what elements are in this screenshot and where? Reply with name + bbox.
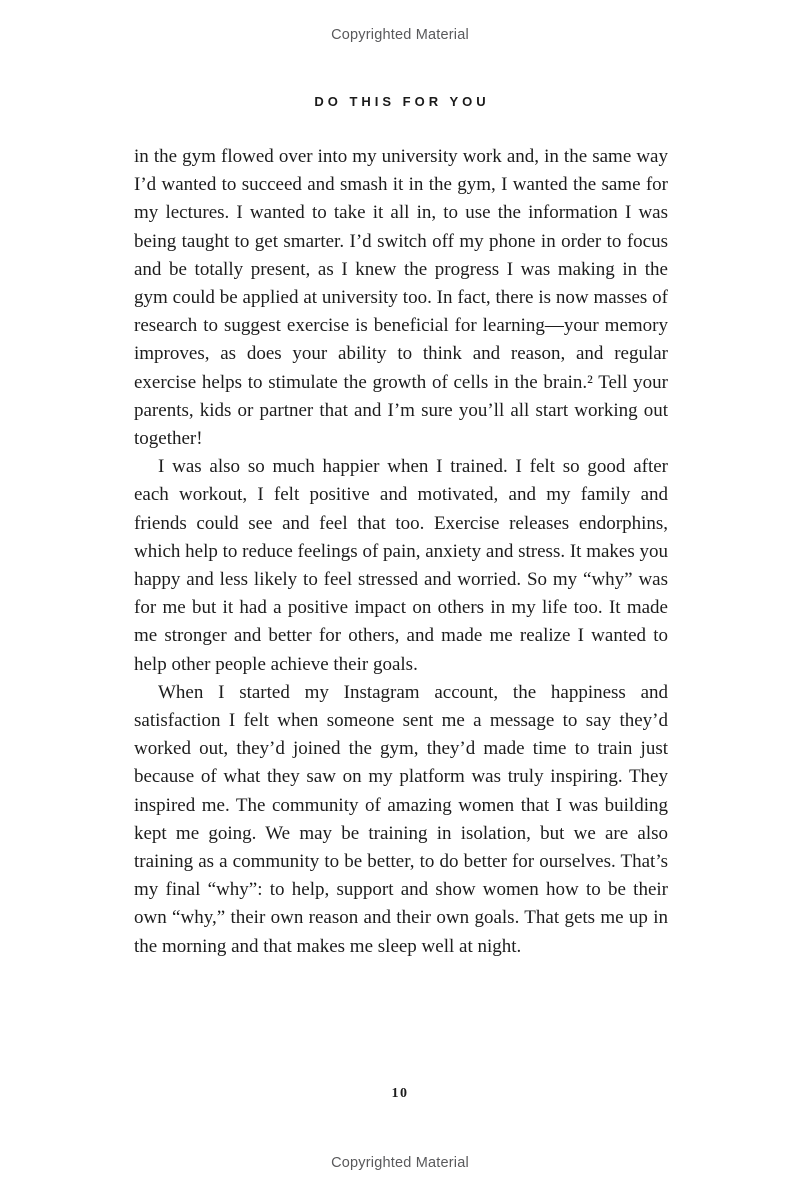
page-number: 10: [391, 1086, 409, 1101]
chapter-running-header: DO THIS FOR YOU: [314, 94, 490, 109]
body-paragraph: When I started my Instagram account, the happiness and satisfaction I felt when someone sent me a message to say they’d worked out, they’d joined the gym, they’d made time to train just because of what they saw on my platform was truly inspiring. They inspired me. The community of amazing women that I was building kept me going. We may be training in isolation, but we are also training as a community to be better, to do better for ourselves. That’s my final “why”: to help, support and show women how to be their own “why,” their own reason and their own goals. That gets me up in the morning and that makes me sleep well at night.: [134, 681, 668, 957]
copyright-notice-bottom: Copyrighted Material: [331, 1155, 469, 1171]
body-text-block: [134, 143, 668, 961]
body-paragraph: in the gym flowed over into my university work and, in the same way I’d wanted to succeed and smash it in the gym, I wanted the same for my lectures. I wanted to take it all in, to use the information I was being taught to get smarter. I’d switch off my phone in order to focus and be totally present, as I knew the progress I was making in the gym could be applied at university too. In fact, there is now masses of research to suggest exercise is beneficial for learning—your memory improves, as does your ability to think and reason, and regular exercise helps to stimulate the growth of cells in the brain.² Tell your parents, kids or partner that and I’m sure you’ll all start working out together!: [134, 146, 668, 450]
body-paragraph: I was also so much happier when I trained. I felt so good after each workout, I felt positive and motivated, and my family and friends could see and feel that too. Exercise releases endorphins, which help to reduce feelings of pain, anxiety and stress. It makes you happy and less likely to feel stressed and worried. So my “why” was for me but it had a positive impact on others in my life too. It made me stronger and better for others, and made me realize I wanted to help other people achieve their goals.: [134, 456, 668, 675]
copyright-notice-top: Copyrighted Material: [331, 27, 469, 43]
